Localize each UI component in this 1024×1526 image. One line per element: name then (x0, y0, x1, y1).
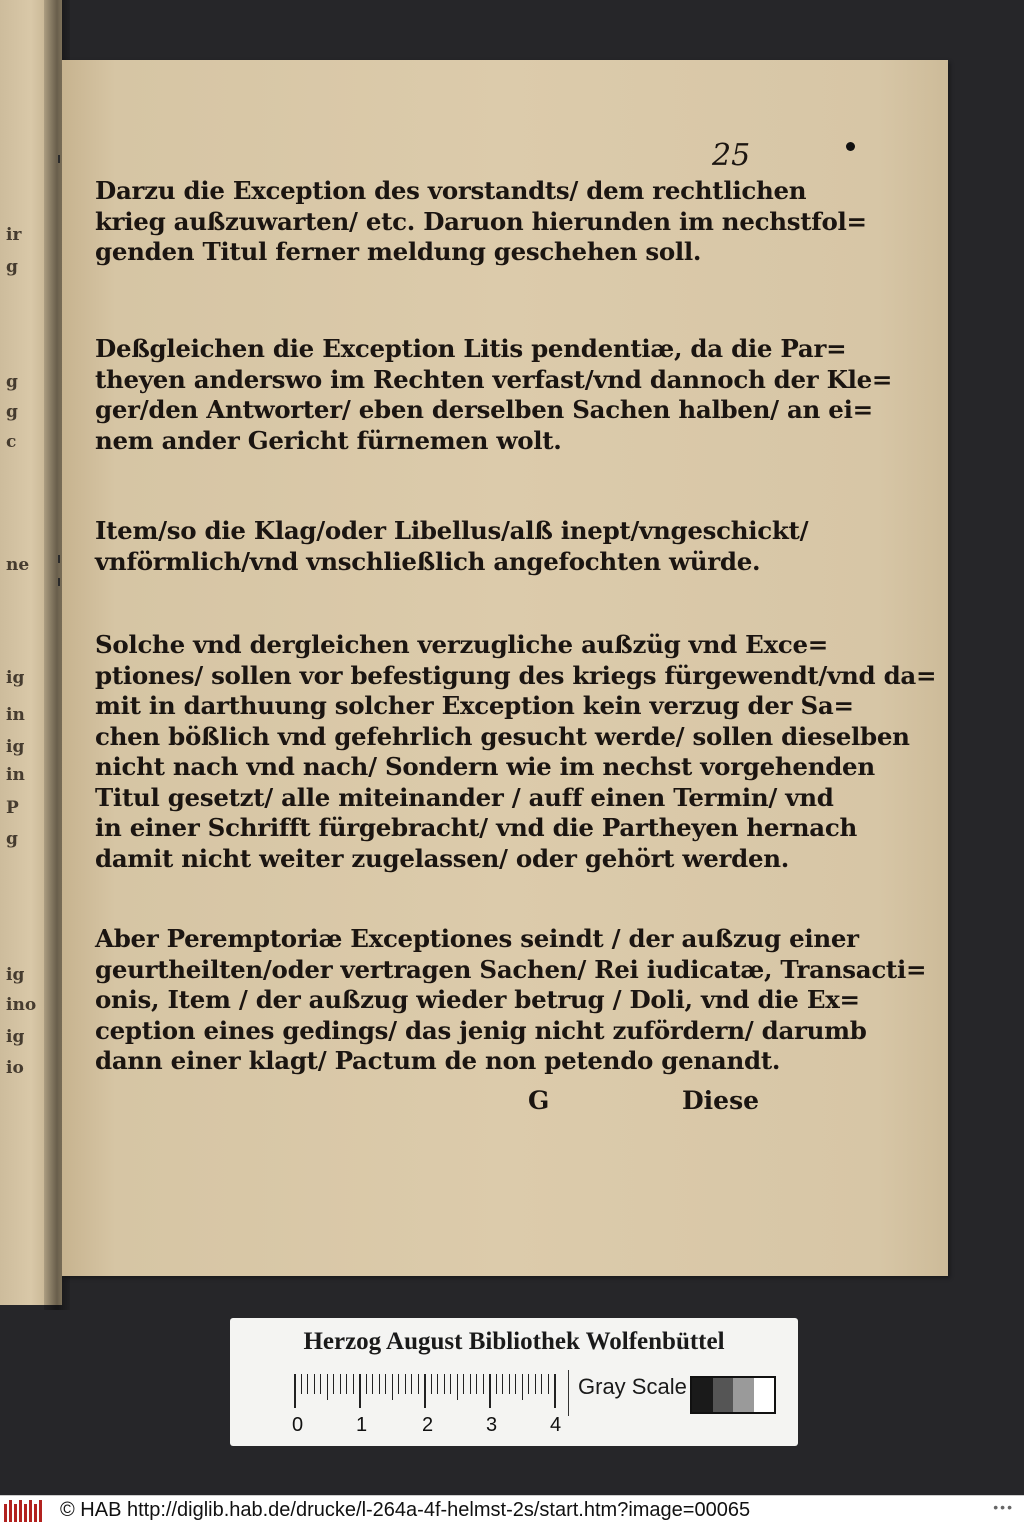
ruler-tick (457, 1374, 458, 1400)
ruler-tick (528, 1374, 529, 1394)
ruler-tick (437, 1374, 438, 1394)
ruler-tick (405, 1374, 406, 1394)
ruler-tick (307, 1374, 308, 1394)
text-line: theyen anderswo im Rechten verfast/vnd dannoch der Kle= (95, 364, 893, 394)
ruler-tick (366, 1374, 367, 1394)
footer-bar (0, 1495, 1024, 1526)
ruler-tick (515, 1374, 516, 1394)
ruler-tick (372, 1374, 373, 1394)
page-number: 25 (712, 138, 751, 173)
ruler-tick (522, 1374, 523, 1400)
text-line: in einer Schrifft fürgebracht/ vnd die Partheyen hernach (95, 813, 857, 842)
margin-fragment: ir (6, 225, 22, 245)
margin-fragment: in (6, 765, 25, 785)
text-line: nicht nach vnd nach/ Sondern wie im nechst vorgehenden (95, 752, 875, 781)
ruler-tick (502, 1374, 503, 1394)
gray-swatch (692, 1378, 713, 1412)
text-line: krieg außzuwarten/ etc. Daruon hierunden im nechstfol= (95, 206, 867, 236)
ruler-number: 2 (422, 1414, 434, 1436)
ruler-tick (379, 1374, 380, 1394)
ruler-tick (424, 1374, 426, 1408)
margin-fragment: ig (6, 737, 25, 757)
ruler-tick (301, 1374, 302, 1394)
text-line: mit in darthuung solcher Exception kein verzug der Sa= (95, 691, 854, 720)
margin-tick (58, 555, 60, 563)
ruler-tick (327, 1374, 328, 1400)
margin-fragment: ino (6, 995, 37, 1015)
signature-mark: G (528, 1086, 550, 1115)
paragraph (95, 176, 867, 268)
paragraph (95, 630, 937, 874)
text-line: nem ander Gericht fürnemen wolt. (95, 425, 562, 455)
margin-fragment: ne (6, 555, 30, 575)
text-line: Deßgleichen die Exception Litis pendentiæ, da die Par= (95, 334, 847, 363)
ruler-number: 0 (292, 1414, 304, 1436)
text-line: ger/den Antworter/ eben derselben Sachen halben/ an ei= (95, 395, 873, 424)
ruler-tick (509, 1374, 510, 1394)
ruler-numbers (230, 1414, 798, 1442)
ruler-tick (470, 1374, 471, 1394)
text-line: chen bößlich vnd gefehrlich gesucht werde/ sollen dieselben (95, 721, 910, 751)
ruler-number: 3 (486, 1414, 498, 1436)
margin-fragment: in (6, 705, 25, 725)
margin-fragment: g (6, 372, 18, 392)
ruler-tick (340, 1374, 341, 1394)
ruler-tick (294, 1374, 296, 1408)
text-line: genden Titul ferner meldung geschehen soll. (95, 237, 702, 266)
catchword: Diese (682, 1086, 760, 1115)
divider (568, 1370, 569, 1416)
ruler-number: 4 (550, 1414, 562, 1436)
ruler-tick (418, 1374, 419, 1394)
ruler-tick (463, 1374, 464, 1394)
ruler-tick (385, 1374, 386, 1394)
text-line: vnförmlich/vnd vnschließlich angefochten würde. (95, 546, 761, 576)
margin-fragment: g (6, 402, 18, 422)
margin-fragment: c (6, 432, 17, 452)
ruler-tick (489, 1374, 491, 1408)
ruler-tick (346, 1374, 347, 1394)
margin-tick (58, 155, 60, 163)
ruler-tick (353, 1374, 354, 1394)
paragraph (95, 924, 927, 1077)
ruler-tick (548, 1374, 549, 1394)
text-line: damit nicht weiter zugelassen/ oder gehört werden. (95, 843, 789, 873)
copyright-link[interactable]: © HAB http://diglib.hab.de/drucke/l-264a-4f-helmst-2s/start.htm?image=00065 (60, 1499, 751, 1521)
text-line: Solche vnd dergleichen verzugliche außzüg vnd Exce= (95, 630, 828, 659)
ruler-tick (535, 1374, 536, 1394)
margin-fragment: io (6, 1058, 24, 1078)
margin-tick (58, 578, 60, 586)
ruler-tick (392, 1374, 393, 1400)
paragraph (95, 516, 809, 577)
paragraph (95, 334, 893, 456)
ruler-tick (444, 1374, 445, 1394)
ruler-number: 1 (356, 1414, 368, 1436)
ruler-tick (541, 1374, 542, 1394)
ruler-tick (333, 1374, 334, 1394)
hab-logo-icon (4, 1500, 46, 1522)
gray-scale-swatches (690, 1376, 776, 1414)
text-line: onis, Item / der außzug wieder betrug / Doli, vnd die Ex= (95, 985, 860, 1014)
text-line: ptiones/ sollen vor befestigung des kriegs fürgewendt/vnd da= (95, 660, 937, 690)
margin-fragment: g (6, 257, 18, 277)
margin-fragment: ig (6, 965, 25, 985)
ruler-tick (320, 1374, 321, 1394)
ink-dot (846, 142, 855, 151)
margin-fragment: g (6, 829, 18, 849)
margin-fragment: ig (6, 1027, 25, 1047)
ruler-tick (314, 1374, 315, 1394)
more-icon[interactable]: ••• (993, 1499, 1014, 1515)
scale-card (230, 1318, 798, 1446)
ruler-tick (359, 1374, 361, 1408)
text-line: Titul gesetzt/ alle miteinander / auff einen Termin/ vnd (95, 782, 834, 812)
ruler-tick (398, 1374, 399, 1394)
ruler-tick (554, 1374, 556, 1408)
ruler-tick (483, 1374, 484, 1394)
text-line: Darzu die Exception des vorstandts/ dem rechtlichen (95, 176, 807, 205)
text-line: Aber Peremptoriæ Exceptiones seindt / der außzug einer (95, 924, 859, 953)
ruler-tick (496, 1374, 497, 1394)
ruler-tick (476, 1374, 477, 1394)
text-line: geurtheilten/oder vertragen Sachen/ Rei iudicatæ, Transacti= (95, 954, 927, 984)
ruler-tick (450, 1374, 451, 1394)
gray-swatch (733, 1378, 754, 1412)
gray-swatch (713, 1378, 734, 1412)
text-line: dann einer klagt/ Pactum de non petendo genandt. (95, 1046, 781, 1075)
library-name: Herzog August Bibliothek Wolfenbüttel (303, 1328, 725, 1355)
gray-swatch (754, 1378, 775, 1412)
text-line: Item/so die Klag/oder Libellus/alß inept/vngeschickt/ (95, 516, 809, 545)
margin-fragment: P (6, 798, 19, 818)
ruler-tick (411, 1374, 412, 1394)
text-line: ception eines gedings/ das jenig nicht zufördern/ darumb (95, 1015, 867, 1045)
margin-fragment: ig (6, 668, 25, 688)
ruler-tick (431, 1374, 432, 1394)
gray-scale-label: Gray Scale (578, 1374, 687, 1399)
ruler (294, 1374, 562, 1410)
